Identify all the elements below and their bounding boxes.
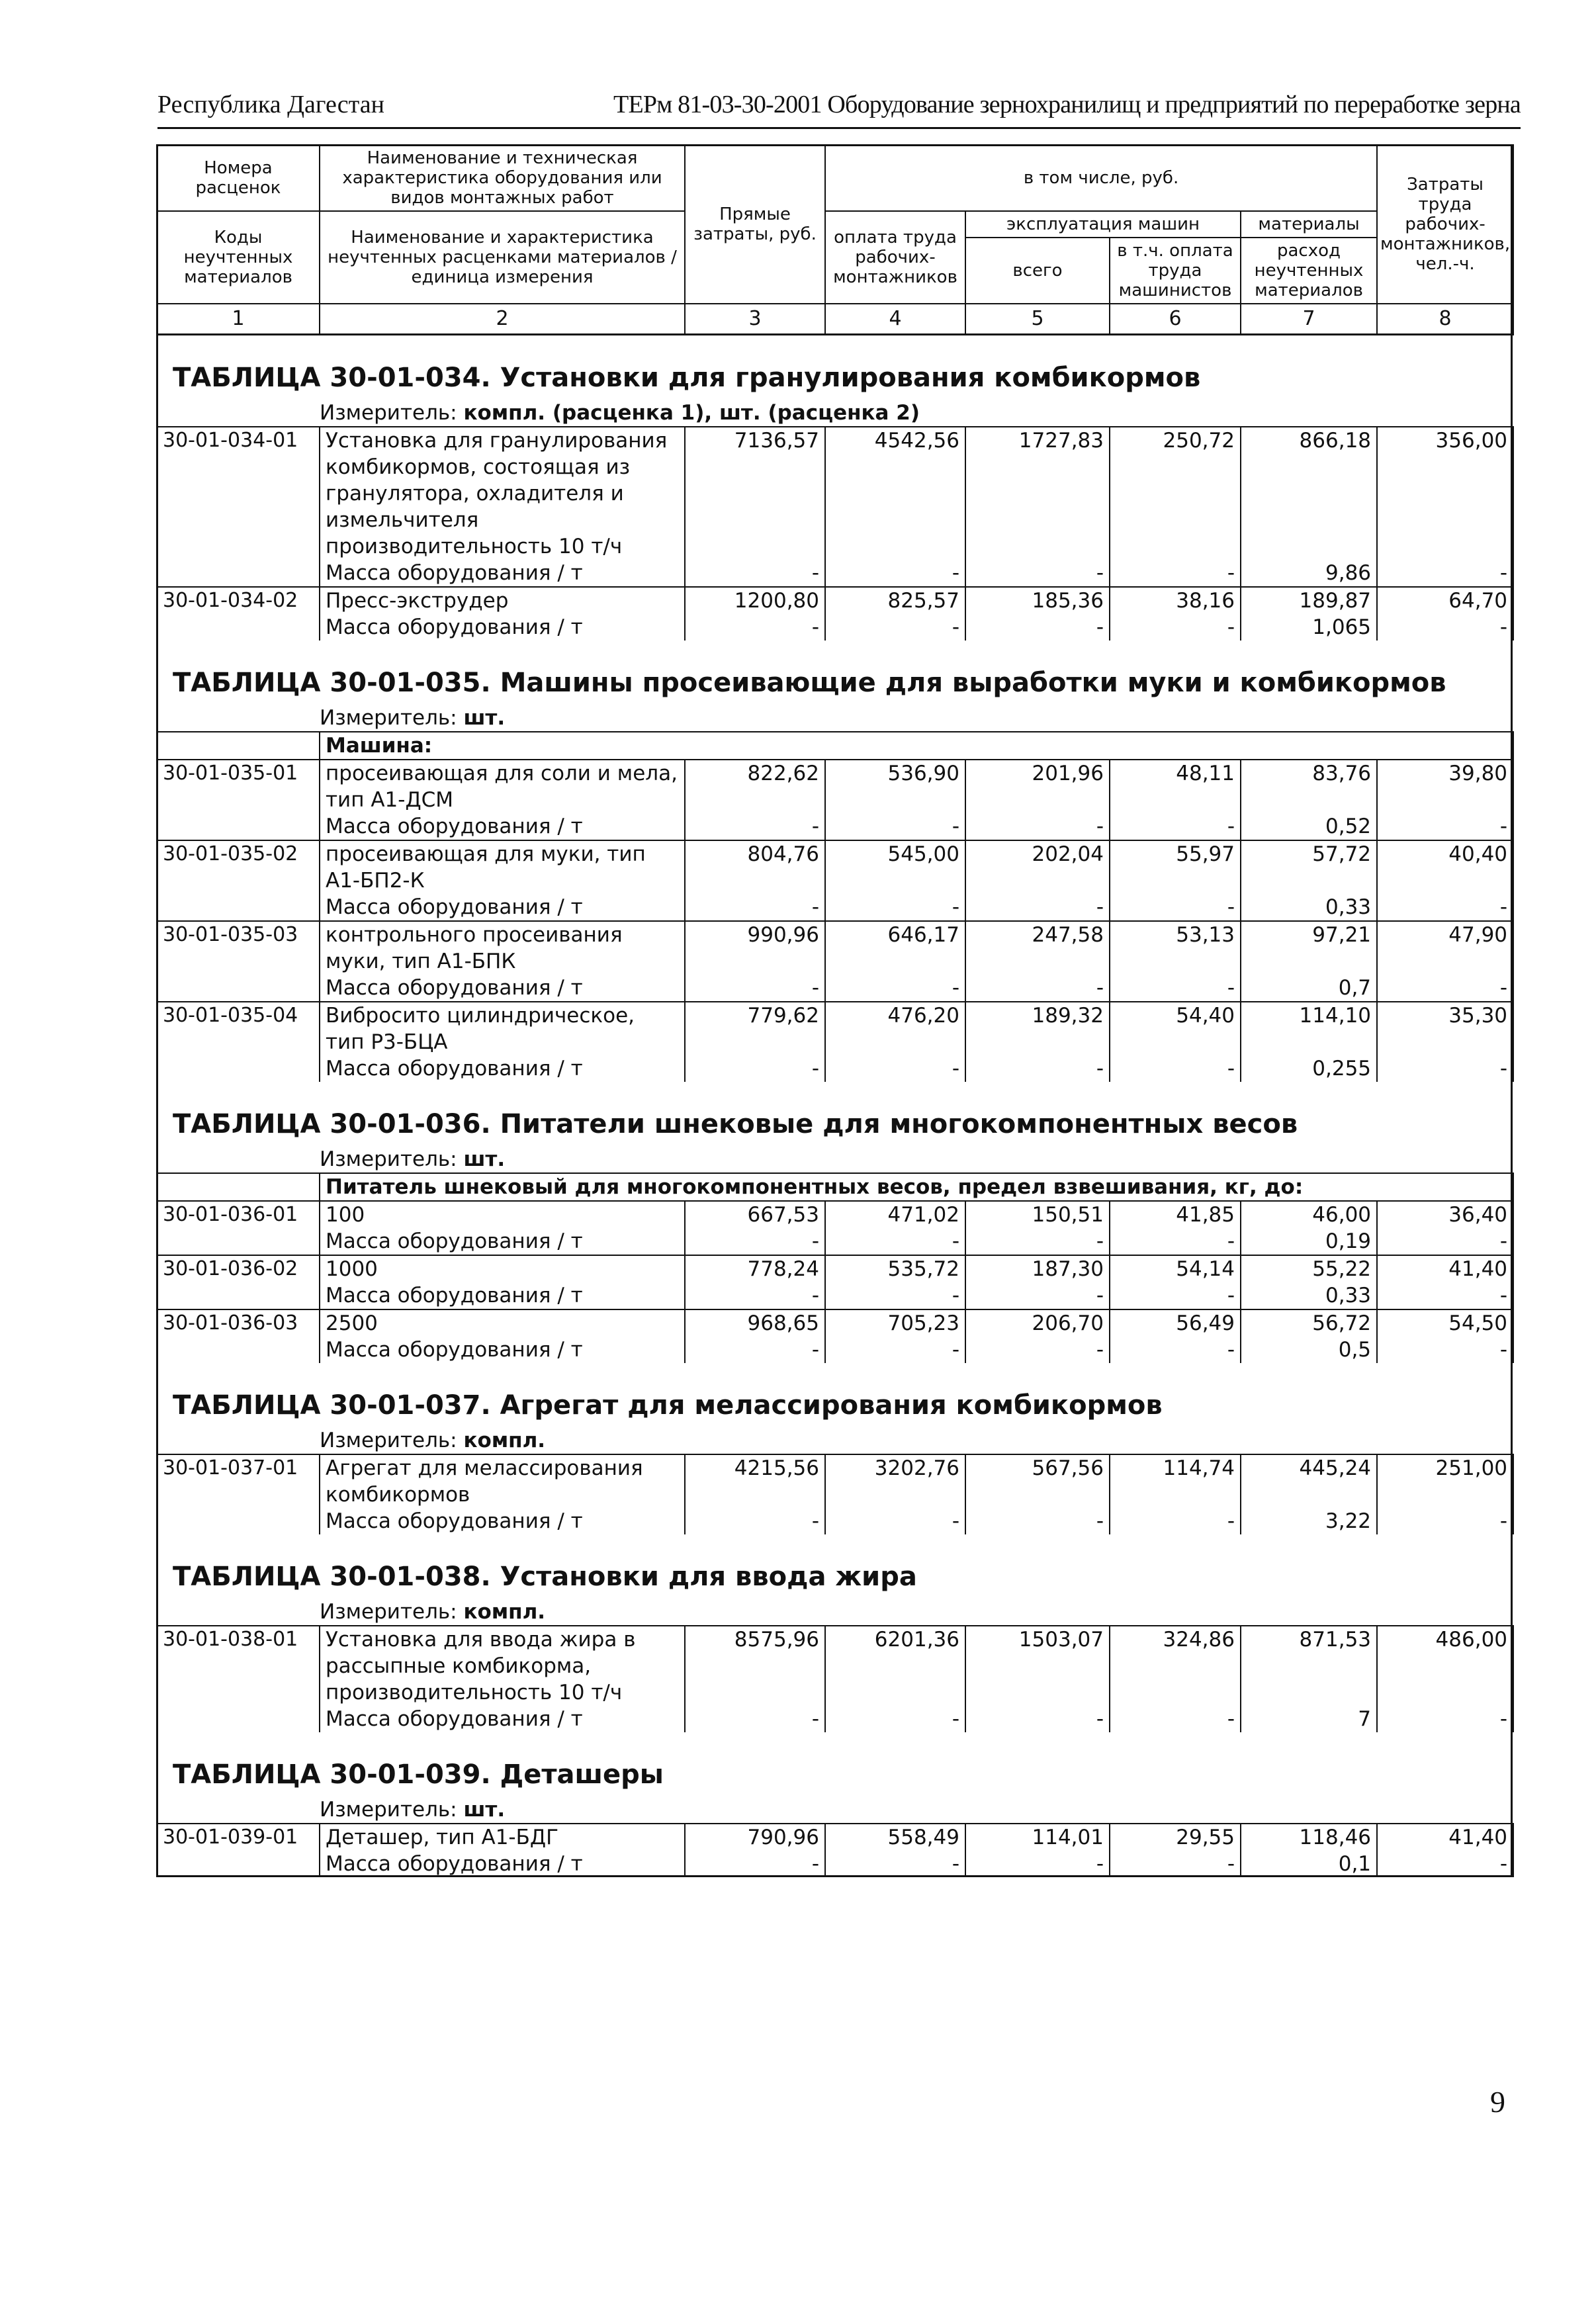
rate-name: 1000: [320, 1255, 685, 1282]
col-header-group: в том числе, руб.: [825, 145, 1377, 211]
mass-label: Масса оборудования / т: [320, 1228, 685, 1255]
rate-code: 30-01-037-01: [157, 1454, 320, 1508]
rate-value: 871,53: [1241, 1626, 1377, 1706]
rate-value: 356,00: [1377, 427, 1513, 560]
rate-value: 324,86: [1110, 1626, 1241, 1706]
rate-value: 56,49: [1110, 1309, 1241, 1337]
col-header-labor-hours: Затраты труда рабочих-монтажников, чел.-ч.: [1377, 145, 1513, 304]
section-title-cell: [157, 1082, 1513, 1146]
mass-label: Масса оборудования / т: [320, 1337, 685, 1363]
rate-value: 53,13: [1110, 921, 1241, 975]
measure-spacer: [157, 1599, 320, 1626]
mass-row: [157, 813, 1513, 840]
measure-spacer: [157, 705, 320, 732]
rate-value: 968,65: [685, 1309, 825, 1337]
mass-value: -: [825, 614, 965, 641]
col-header-material-names: Наименование и характеристика неучтенных расценками материалов / единица измерения: [320, 211, 685, 304]
subheader-text: Питатель шнековый для многокомпонентных весов, предел взвешивания, кг, до:: [320, 1173, 1513, 1201]
mass-value: -: [685, 1228, 825, 1255]
section-title: ТАБЛИЦА 30-01-035. Машины просеивающие для выработки муки и комбикормов: [173, 668, 1446, 698]
mass-value: -: [1110, 1706, 1241, 1732]
mass-value: -: [825, 1337, 965, 1363]
col-header-machines: эксплуатация машин: [965, 211, 1241, 238]
header-region: Республика Дагестан: [157, 91, 384, 118]
col-header-material-codes: Коды неучтенных материалов: [157, 211, 320, 304]
mass-value: -: [1377, 614, 1513, 641]
rate-value: 567,56: [965, 1454, 1110, 1508]
rate-value: 667,53: [685, 1201, 825, 1228]
rate-value: 46,00: [1241, 1201, 1377, 1228]
mass-value: -: [685, 894, 825, 921]
rate-value: 251,00: [1377, 1454, 1513, 1508]
mass-value: -: [1377, 1706, 1513, 1732]
mass-value: 0,1: [1241, 1851, 1377, 1877]
measure-label: Измеритель:: [320, 1798, 457, 1822]
mass-value: 0,33: [1241, 894, 1377, 921]
rate-value: 558,49: [825, 1824, 965, 1851]
mass-label: Масса оборудования / т: [320, 1055, 685, 1082]
section-title: ТАБЛИЦА 30-01-039. Деташеры: [173, 1759, 664, 1790]
mass-value: 0,52: [1241, 813, 1377, 840]
measure-cell: [320, 1796, 1513, 1824]
rate-code: 30-01-038-01: [157, 1626, 320, 1706]
mass-value: -: [825, 975, 965, 1002]
column-numbers-row: [157, 304, 1513, 335]
rate-row: [157, 1255, 1513, 1282]
mass-value: -: [1377, 813, 1513, 840]
section-title-cell: [157, 1534, 1513, 1599]
col-number: 4: [825, 304, 965, 335]
mass-value: 7: [1241, 1706, 1377, 1732]
rate-row: [157, 760, 1513, 813]
measure-label: Измеритель:: [320, 1600, 457, 1624]
section-title: ТАБЛИЦА 30-01-034. Установки для гранулирования комбикормов: [173, 363, 1201, 393]
rate-code: 30-01-036-01: [157, 1201, 320, 1228]
subheader-row: [157, 732, 1513, 760]
mass-value: -: [1110, 975, 1241, 1002]
mass-code-spacer: [157, 813, 320, 840]
mass-code-spacer: [157, 1282, 320, 1309]
mass-value: -: [1377, 1851, 1513, 1877]
mass-row: [157, 1337, 1513, 1363]
rate-value: 48,11: [1110, 760, 1241, 813]
measure-label: Измеритель:: [320, 1147, 457, 1171]
measure-value: шт.: [463, 1147, 506, 1171]
rate-value: 1200,80: [685, 587, 825, 614]
rate-row: [157, 1454, 1513, 1508]
mass-value: -: [965, 1282, 1110, 1309]
mass-code-spacer: [157, 1508, 320, 1534]
mass-value: -: [685, 1508, 825, 1534]
col-header-direct-costs: Прямые затраты, руб.: [685, 145, 825, 304]
mass-value: -: [1110, 1282, 1241, 1309]
rate-row: [157, 427, 1513, 560]
table-body: [157, 335, 1513, 1878]
mass-row: [157, 614, 1513, 641]
measure-label: Измеритель:: [320, 401, 457, 425]
rate-name: 100: [320, 1201, 685, 1228]
rate-value: 187,30: [965, 1255, 1110, 1282]
rate-row: [157, 921, 1513, 975]
rate-value: 1503,07: [965, 1626, 1110, 1706]
mass-row: [157, 1851, 1513, 1877]
rate-row: [157, 1309, 1513, 1337]
mass-value: -: [685, 1337, 825, 1363]
measure-cell: [320, 1599, 1513, 1626]
rate-value: 114,01: [965, 1824, 1110, 1851]
rate-value: 4542,56: [825, 427, 965, 560]
mass-value: -: [1110, 1337, 1241, 1363]
rate-row: [157, 1824, 1513, 1851]
rate-value: 790,96: [685, 1824, 825, 1851]
mass-value: 9,86: [1241, 560, 1377, 587]
mass-row: [157, 560, 1513, 587]
mass-value: -: [1377, 1055, 1513, 1082]
rate-value: 41,40: [1377, 1255, 1513, 1282]
table-section-title-row: [157, 335, 1513, 400]
table-section-title-row: [157, 1363, 1513, 1427]
mass-value: -: [1377, 1337, 1513, 1363]
mass-value: -: [1110, 1055, 1241, 1082]
rate-value: 189,32: [965, 1002, 1110, 1055]
rate-value: 206,70: [965, 1309, 1110, 1337]
mass-value: -: [965, 813, 1110, 840]
rate-code: 30-01-039-01: [157, 1824, 320, 1851]
section-title-cell: [157, 1732, 1513, 1796]
mass-value: -: [965, 1508, 1110, 1534]
mass-value: -: [825, 1706, 965, 1732]
rate-row: [157, 587, 1513, 614]
rate-value: 55,97: [1110, 840, 1241, 894]
mass-value: 0,19: [1241, 1228, 1377, 1255]
rate-value: 83,76: [1241, 760, 1377, 813]
mass-value: 1,065: [1241, 614, 1377, 641]
mass-value: -: [1377, 975, 1513, 1002]
mass-label: Масса оборудования / т: [320, 1282, 685, 1309]
measure-row: [157, 705, 1513, 732]
mass-value: -: [1377, 1508, 1513, 1534]
measure-cell: [320, 1146, 1513, 1173]
col-number: 5: [965, 304, 1110, 335]
rate-value: 250,72: [1110, 427, 1241, 560]
measure-row: [157, 1796, 1513, 1824]
col-number: 1: [157, 304, 320, 335]
mass-value: -: [1110, 894, 1241, 921]
mass-code-spacer: [157, 1337, 320, 1363]
table-section-title-row: [157, 641, 1513, 705]
measure-value: компл.: [463, 1600, 546, 1624]
mass-value: -: [1110, 813, 1241, 840]
measure-value: шт.: [463, 1798, 506, 1822]
mass-row: [157, 1055, 1513, 1082]
subheader-spacer: [157, 732, 320, 760]
rate-value: 866,18: [1241, 427, 1377, 560]
rate-value: 535,72: [825, 1255, 965, 1282]
col-number: 2: [320, 304, 685, 335]
col-header-labor-pay: оплата труда рабочих-монтажников: [825, 211, 965, 304]
section-title: ТАБЛИЦА 30-01-036. Питатели шнековые для многокомпонентных весов: [173, 1109, 1298, 1139]
mass-value: -: [1110, 614, 1241, 641]
mass-value: 3,22: [1241, 1508, 1377, 1534]
header-document-title: ТЕРм 81-03-30-2001 Оборудование зернохранилищ и предприятий по переработке зерна: [613, 91, 1521, 118]
rate-value: 40,40: [1377, 840, 1513, 894]
rate-row: [157, 1002, 1513, 1055]
rate-code: 30-01-034-01: [157, 427, 320, 560]
rate-value: 54,50: [1377, 1309, 1513, 1337]
mass-row: [157, 1706, 1513, 1732]
rate-value: 486,00: [1377, 1626, 1513, 1706]
measure-label: Измеритель:: [320, 706, 457, 730]
mass-value: -: [1377, 1282, 1513, 1309]
rate-value: 201,96: [965, 760, 1110, 813]
rate-value: 114,10: [1241, 1002, 1377, 1055]
rate-code: 30-01-035-01: [157, 760, 320, 813]
mass-value: 0,33: [1241, 1282, 1377, 1309]
col-header-name: Наименование и техническая характеристика оборудования или видов монтажных работ: [320, 145, 685, 211]
rate-value: 57,72: [1241, 840, 1377, 894]
rate-value: 55,22: [1241, 1255, 1377, 1282]
mass-row: [157, 1282, 1513, 1309]
mass-value: -: [1110, 1851, 1241, 1877]
mass-value: -: [965, 1851, 1110, 1877]
mass-code-spacer: [157, 894, 320, 921]
mass-value: -: [825, 1055, 965, 1082]
mass-label: Масса оборудования / т: [320, 975, 685, 1002]
col-header-material-consumption: расход неучтенных материалов: [1241, 238, 1377, 304]
mass-value: -: [965, 560, 1110, 587]
mass-code-spacer: [157, 560, 320, 587]
col-number: 3: [685, 304, 825, 335]
mass-value: -: [685, 1055, 825, 1082]
mass-value: -: [1110, 1228, 1241, 1255]
rate-value: 7136,57: [685, 427, 825, 560]
rate-value: 38,16: [1110, 587, 1241, 614]
mass-value: -: [685, 614, 825, 641]
rate-value: 29,55: [1110, 1824, 1241, 1851]
mass-value: 0,5: [1241, 1337, 1377, 1363]
rate-name: Установка для гранулирования комбикормов, состоящая из гранулятора, охладителя и измельчителя производительность 10 т/ч: [320, 427, 685, 560]
mass-value: -: [1377, 560, 1513, 587]
rate-value: 778,24: [685, 1255, 825, 1282]
table-section-title-row: [157, 1082, 1513, 1146]
rate-value: 822,62: [685, 760, 825, 813]
rate-row: [157, 840, 1513, 894]
rate-name: Пресс-экструдер: [320, 587, 685, 614]
mass-value: -: [825, 560, 965, 587]
mass-value: -: [965, 1228, 1110, 1255]
mass-label: Масса оборудования / т: [320, 560, 685, 587]
mass-value: -: [685, 1706, 825, 1732]
measure-row: [157, 1427, 1513, 1454]
page-number: 9: [1490, 2085, 1505, 2119]
rate-value: 536,90: [825, 760, 965, 813]
mass-code-spacer: [157, 975, 320, 1002]
section-title-cell: [157, 1363, 1513, 1427]
mass-label: Масса оборудования / т: [320, 614, 685, 641]
col-header-machines-total: всего: [965, 238, 1110, 304]
col-number: 7: [1241, 304, 1377, 335]
col-header-machinist-pay: в т.ч. оплата труда машинистов: [1110, 238, 1241, 304]
rate-value: 476,20: [825, 1002, 965, 1055]
mass-value: -: [825, 1282, 965, 1309]
rate-code: 30-01-035-04: [157, 1002, 320, 1055]
mass-label: Масса оборудования / т: [320, 813, 685, 840]
mass-value: -: [685, 560, 825, 587]
mass-value: -: [965, 614, 1110, 641]
table-section-title-row: [157, 1534, 1513, 1599]
rate-value: 4215,56: [685, 1454, 825, 1508]
mass-value: -: [825, 1508, 965, 1534]
mass-value: -: [825, 894, 965, 921]
measure-value: компл.: [463, 1429, 546, 1452]
mass-value: -: [1377, 1228, 1513, 1255]
mass-code-spacer: [157, 1055, 320, 1082]
mass-value: -: [685, 1851, 825, 1877]
rate-value: 445,24: [1241, 1454, 1377, 1508]
rate-value: 97,21: [1241, 921, 1377, 975]
rate-code: 30-01-034-02: [157, 587, 320, 614]
rate-value: 35,30: [1377, 1002, 1513, 1055]
rate-value: 41,85: [1110, 1201, 1241, 1228]
mass-row: [157, 975, 1513, 1002]
measure-spacer: [157, 1146, 320, 1173]
rate-value: 804,76: [685, 840, 825, 894]
mass-row: [157, 1508, 1513, 1534]
measure-row: [157, 1146, 1513, 1173]
measure-cell: [320, 400, 1513, 427]
rate-row: [157, 1626, 1513, 1706]
mass-value: -: [1110, 560, 1241, 587]
table-section-title-row: [157, 1732, 1513, 1796]
rate-name: просеивающая для соли и мела, тип А1-ДСМ: [320, 760, 685, 813]
mass-code-spacer: [157, 1228, 320, 1255]
col-header-materials: материалы: [1241, 211, 1377, 238]
mass-value: -: [685, 813, 825, 840]
rate-value: 36,40: [1377, 1201, 1513, 1228]
rate-name: Вибросито цилиндрическое, тип Р3-БЦА: [320, 1002, 685, 1055]
rate-value: 1727,83: [965, 427, 1110, 560]
rate-value: 41,40: [1377, 1824, 1513, 1851]
measure-row: [157, 400, 1513, 427]
measure-row: [157, 1599, 1513, 1626]
rate-value: 54,14: [1110, 1255, 1241, 1282]
rate-name: контрольного просеивания муки, тип А1-БПК: [320, 921, 685, 975]
mass-value: -: [1377, 894, 1513, 921]
measure-spacer: [157, 1796, 320, 1824]
col-number: 6: [1110, 304, 1241, 335]
rate-value: 705,23: [825, 1309, 965, 1337]
mass-row: [157, 894, 1513, 921]
rate-value: 247,58: [965, 921, 1110, 975]
mass-value: -: [825, 1228, 965, 1255]
rate-name: просеивающая для муки, тип А1-БП2-К: [320, 840, 685, 894]
rate-value: 545,00: [825, 840, 965, 894]
col-number: 8: [1377, 304, 1513, 335]
rate-value: 825,57: [825, 587, 965, 614]
mass-label: Масса оборудования / т: [320, 894, 685, 921]
price-table: [156, 144, 1514, 1877]
rate-value: 202,04: [965, 840, 1110, 894]
rate-value: 54,40: [1110, 1002, 1241, 1055]
rate-name: Установка для ввода жира в рассыпные комбикорма, производительность 10 т/ч: [320, 1626, 685, 1706]
rate-value: 6201,36: [825, 1626, 965, 1706]
mass-value: -: [825, 813, 965, 840]
mass-label: Масса оборудования / т: [320, 1851, 685, 1877]
mass-value: -: [965, 1337, 1110, 1363]
measure-value: шт.: [463, 706, 506, 730]
mass-value: -: [1110, 1508, 1241, 1534]
mass-row: [157, 1228, 1513, 1255]
rate-row: [157, 1201, 1513, 1228]
rate-value: 8575,96: [685, 1626, 825, 1706]
rate-code: 30-01-035-03: [157, 921, 320, 975]
rate-value: 64,70: [1377, 587, 1513, 614]
rate-value: 646,17: [825, 921, 965, 975]
mass-value: -: [965, 975, 1110, 1002]
rate-code: 30-01-036-03: [157, 1309, 320, 1337]
mass-value: -: [965, 1055, 1110, 1082]
rate-name: Деташер, тип А1-БДГ: [320, 1824, 685, 1851]
rate-value: 185,36: [965, 587, 1110, 614]
section-title-cell: [157, 641, 1513, 705]
measure-value: компл. (расценка 1), шт. (расценка 2): [463, 401, 920, 425]
mass-label: Масса оборудования / т: [320, 1508, 685, 1534]
mass-value: -: [965, 1706, 1110, 1732]
rate-value: 189,87: [1241, 587, 1377, 614]
mass-value: -: [965, 894, 1110, 921]
mass-value: -: [685, 1282, 825, 1309]
mass-label: Масса оборудования / т: [320, 1706, 685, 1732]
section-title: ТАБЛИЦА 30-01-038. Установки для ввода жира: [173, 1562, 917, 1592]
page-header: [157, 87, 1521, 129]
rate-value: 56,72: [1241, 1309, 1377, 1337]
section-title-cell: [157, 335, 1513, 400]
rate-value: 779,62: [685, 1002, 825, 1055]
measure-cell: [320, 1427, 1513, 1454]
col-header-rate-numbers: Номера расценок: [157, 145, 320, 211]
rate-value: 3202,76: [825, 1454, 965, 1508]
rate-value: 118,46: [1241, 1824, 1377, 1851]
rate-value: 114,74: [1110, 1454, 1241, 1508]
measure-spacer: [157, 1427, 320, 1454]
mass-code-spacer: [157, 1706, 320, 1732]
mass-code-spacer: [157, 1851, 320, 1877]
section-title: ТАБЛИЦА 30-01-037. Агрегат для мелассирования комбикормов: [173, 1390, 1163, 1421]
rate-value: 471,02: [825, 1201, 965, 1228]
measure-spacer: [157, 400, 320, 427]
subheader-text: Машина:: [320, 732, 1513, 760]
rate-code: 30-01-035-02: [157, 840, 320, 894]
subheader-spacer: [157, 1173, 320, 1201]
rate-name: Агрегат для мелассирования комбикормов: [320, 1454, 685, 1508]
rate-value: 39,80: [1377, 760, 1513, 813]
mass-value: -: [825, 1851, 965, 1877]
mass-value: 0,255: [1241, 1055, 1377, 1082]
rate-code: 30-01-036-02: [157, 1255, 320, 1282]
subheader-row: [157, 1173, 1513, 1201]
mass-value: -: [685, 975, 825, 1002]
rate-name: 2500: [320, 1309, 685, 1337]
table-head: [157, 145, 1513, 335]
rate-value: 990,96: [685, 921, 825, 975]
rate-value: 150,51: [965, 1201, 1110, 1228]
measure-cell: [320, 705, 1513, 732]
mass-value: 0,7: [1241, 975, 1377, 1002]
measure-label: Измеритель:: [320, 1429, 457, 1452]
mass-code-spacer: [157, 614, 320, 641]
rate-value: 47,90: [1377, 921, 1513, 975]
